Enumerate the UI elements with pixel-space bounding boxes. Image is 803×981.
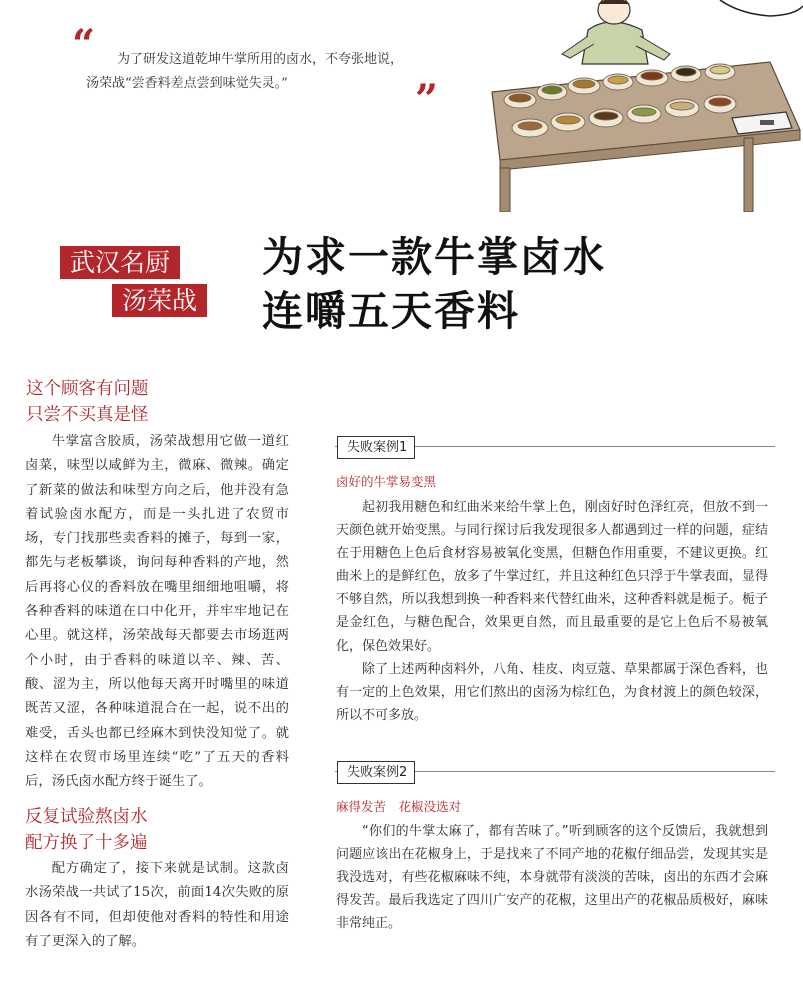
section-1-title-line-2: 只尝不买真是怪: [26, 405, 149, 425]
section-2-paragraph: 配方确定了，接下来就是试制。这款卤水汤荣战一共试了15次，前面14次失败的原因各有不同，但却使他对香料的特性和用途有了更深入的了解。: [25, 861, 289, 949]
section-1-body: [25, 430, 289, 794]
case-1-label: 失败案例1: [337, 436, 415, 459]
chef-tasting-spices-illustration: [470, 0, 803, 212]
close-quote-mark: ”: [415, 76, 439, 123]
case-1-paragraph-1: 起初我用糖色和红曲米来给牛掌上色，刚卤好时色泽红亮，但放不到一天颜色就开始变黑。与同行探讨后我发现很多人都遇到过一样的问题，症结在于用糖色上色后食材容易被氧化变黑，但糖色作用重要，不建议更换。红曲米上的是鲜红色，放多了牛掌过红，并且这种红色只浮于牛掌表面，显得不够自然，所以我想到换一种香料来代替红曲米，这种香料就是栀子。栀子是金红色，与糖色配合，效果更自然，而且最重要的是它上色后不易被氧化，保色效果好。: [336, 500, 768, 654]
section-2-title-line-2: 配方换了十多遍: [25, 833, 148, 853]
quote-line-2: 汤荣战“尝香料差点尝到味觉失灵。”: [86, 76, 288, 91]
open-quote-mark: “: [72, 21, 96, 68]
case-2-title: 麻得发苦 花椒没选对: [336, 799, 462, 814]
headline-line-2: 连嚼五天香料: [262, 287, 520, 335]
case-2-body: [336, 820, 768, 935]
section-1-title-line-1: 这个顾客有问题: [26, 379, 149, 399]
headline-line-1: 为求一款牛掌卤水: [262, 233, 606, 281]
section-1-paragraph: 牛掌富含胶质，汤荣战想用它做一道红卤菜，味型以咸鲜为主，微麻、微辣。确定了新菜的做法和味型方向之后，他并没有急着试验卤水配方，而是一头扎进了农贸市场，专门找那些卖香料的摊子，每到一家，都先与老板攀谈，询问每种香料的产地，然后再将心仪的香料放在嘴里细细地咀嚼，将各种香料的味道在口中化开，并牢牢地记在心里。就这样，汤荣战每天都要去市场逛两个小时，由于香料的味道以辛、辣、苦、酸、涩为主，所以他每天离开时嘴里的味道既苦又涩，各种味道混合在一起，说不出的难受，舌头也都已经麻木到快没知觉了。就这样在农贸市场里连续“吃”了五天的香料后，汤氏卤水配方终于诞生了。: [25, 434, 289, 790]
case-2-label: 失败案例2: [337, 761, 415, 784]
name-tag-line-2: 汤荣战: [112, 284, 207, 317]
case-1-body: [336, 496, 768, 727]
name-tag-line-1: 武汉名厨: [60, 246, 180, 279]
section-2-title-line-1: 反复试验熬卤水: [25, 807, 148, 827]
section-2-body: [25, 857, 289, 954]
case-2-paragraph: “你们的牛掌太麻了，都有苦味了。”听到顾客的这个反馈后，我就想到问题应该出在花椒身上，于是找来了不同产地的花椒仔细品尝，发现其实是我没选对，有些花椒麻味不纯，本身就带有淡淡的苦味，卤出的东西才会麻得发苦。最后我选定了四川广安产的花椒，这里出产的花椒品质极好，麻味非常纯正。: [336, 824, 768, 932]
case-1-title: 卤好的牛掌易变黑: [336, 474, 437, 489]
quote-line-1: 为了研发这道乾坤牛掌所用的卤水，不夸张地说，: [117, 52, 404, 67]
case-1-paragraph-2: 除了上述两种卤料外，八角、桂皮、肉豆蔻、草果都属于深色香料，也有一定的上色效果，用它们熬出的卤汤为棕红色，为食材渡上的颜色较深，所以不可多放。: [336, 661, 768, 723]
